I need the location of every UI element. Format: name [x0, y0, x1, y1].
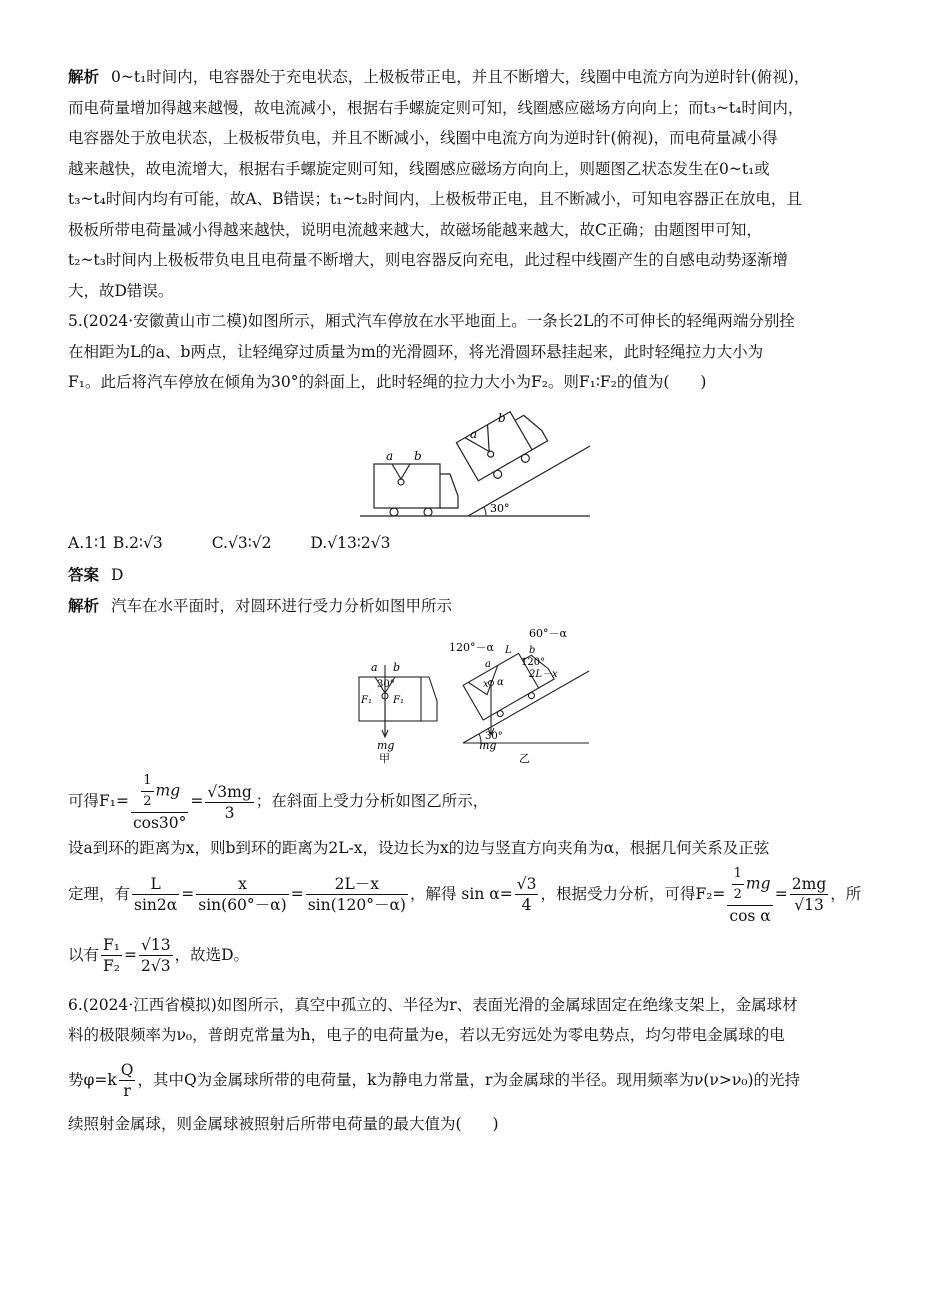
q4-analysis-line: 电容器处于放电状态，上极板带负电，并且不断减小，线圈中电流方向为逆时针(俯视)，而电荷量减小得: [68, 129, 778, 147]
point-a-label: a: [386, 448, 394, 463]
option-d: D.√13∶2√3: [310, 533, 391, 552]
analysis-label: 解析: [68, 596, 100, 615]
q5: [68, 306, 890, 984]
q5-analysis-intro: 解析 汽车在水平面时，对圆环进行受力分析如图甲所示: [68, 596, 453, 615]
jia-caption: 甲: [379, 752, 390, 765]
jia-mg-label: mg: [377, 739, 395, 752]
jia-angle-label: 30°: [377, 679, 395, 690]
truck-figure: [68, 404, 890, 524]
yi-caption: 乙: [519, 752, 530, 765]
yi-120-label: 120°: [521, 657, 546, 668]
yi-x-label: x: [483, 679, 489, 690]
yi-mg-label: mg: [479, 739, 497, 752]
f1-result-fraction: $\frac{√3mg}{3}$: [207, 782, 252, 822]
yi-alpha-label: α: [497, 677, 504, 688]
q4-analysis-line: 而电荷量增加得越来越慢，故电流减小，根据右手螺旋定则可知，线圈感应磁场方向向上；而t₃~t₄时间内，: [68, 98, 804, 117]
option-b: B.2∶√3: [112, 533, 163, 552]
option-a: A.1∶1: [68, 533, 108, 552]
q5-stem-line: 在相距为L的a、b两点，让轻绳穿过质量为m的光滑圆环，将光滑圆环悬挂起来，此时轻绳拉力大小为: [68, 342, 764, 361]
q6-line: 6.(2024·江西省模拟)如图所示，真空中孤立的、半径为r、表面光滑的金属球固定在绝缘支架上，金属球材: [68, 995, 798, 1014]
q5-set-line: 设a到环的距离为x，则b到环的距离为2L-x，设边长为x的边与竖直方向夹角为α，根据几何关系及正弦: [68, 839, 770, 857]
answer-label: 答案: [68, 566, 100, 584]
yi-120a-label: 120°－α: [449, 641, 494, 654]
force-diagram: [353, 625, 603, 765]
q6: [68, 990, 890, 1140]
yi-b-label: b: [529, 645, 536, 656]
point-b-label: b: [414, 448, 422, 463]
yi-len-label: 2L－x: [529, 669, 558, 680]
jia-f1-right: F₁: [393, 695, 404, 706]
jia-f1-left: F₁: [361, 695, 372, 706]
q4-analysis-line: 越来越快，故电流增大，根据右手螺旋定则可知，线圈感应磁场方向向上，则题图乙状态发生在0~t₁或: [68, 159, 770, 178]
force-figure: [68, 625, 890, 765]
jia-b-label: b: [393, 661, 401, 674]
q5-options: [68, 528, 890, 559]
eq-ratio: 以有 $\frac{\text{F₁}}{\text{F₂}}$ = $\frac{√13}{2√3}$ ，故选D。: [68, 936, 250, 975]
q4-analysis-line: t₂~t₃时间内上极板带负电且电荷量不断增大，则电容器反向充电，此过程中线圈产生的自感电动势逐渐增: [68, 251, 788, 269]
f1-fraction: $\frac{1}{2}$ mg cos30°: [132, 773, 187, 832]
answer-value: D: [111, 566, 124, 584]
yi-60a-label: 60°－α: [529, 627, 567, 640]
phi-fraction: $\frac{Q}{r}$: [120, 1061, 134, 1100]
point-a-label: a: [470, 426, 478, 441]
q5-stem-line: F₁。此后将汽车停放在倾角为30°的斜面上，此时轻绳的拉力大小为F₂。则F₁∶F₂的值为( ): [68, 373, 707, 391]
q4-analysis-line: 解析 0~t₁时间内，电容器处于充电状态，上极板带正电，并且不断增大，线圈中电流方向为逆时针(俯视)，: [68, 68, 810, 86]
q5-answer: [68, 560, 890, 591]
eq-f1: 可得F₁= $\frac{1}{2}$ mg cos30° = $\frac{√3mg}{3}$ ；在斜面上受力分析如图乙所示，: [68, 773, 489, 832]
page-content: [68, 62, 890, 1139]
jia-a-label: a: [371, 661, 378, 674]
analysis-label: 解析: [68, 68, 100, 86]
yi-slope-label: 30°: [485, 731, 503, 742]
q4-analysis: [68, 62, 890, 306]
slope-angle-label: 30°: [490, 501, 510, 515]
point-b-label: b: [498, 410, 506, 425]
truck-diagram: [358, 404, 598, 524]
q4-analysis-line: t₃~t₄时间内均有可能，故A、B错误；t₁~t₂时间内，上极板带正电，且不断减小，可知电容器正在放电，且: [68, 190, 802, 208]
eq-sine-law: 定理，有 $\frac{L}{\sin 2\alpha}$ = $\frac{x}{\sin(60^\circ-\alpha)}$ = $\frac{2L-x}{\sin(120^\circ-\alpha)}$ ，解得 sin α= $\frac{√3}{4}$ ，根据受力分析，可得F₂= $\frac{1}{2}$ mg cos α = $\frac{2mg}{√13}$ ，所: [68, 865, 862, 925]
q6-phi-line: 势φ=k $\frac{Q}{r}$ ，其中Q为金属球所带的电荷量，k为静电力常量，r为金属球的半径。现用频率为ν(ν>ν₀)的光持: [68, 1061, 801, 1100]
q4-analysis-line: 大，故D错误。: [68, 281, 174, 300]
q4-analysis-line: 极板所带电荷量减小得越来越快，说明电流越来越大，故磁场能越来越大，故C正确；由题图甲可知，: [68, 220, 762, 239]
q6-line: 续照射金属球，则金属球被照射后所带电荷量的最大值为( ): [68, 1114, 499, 1133]
q6-line: 料的极限频率为ν₀，普朗克常量为h，电子的电荷量为e，若以无穷远处为零电势点，均匀带电金属球的电: [68, 1026, 785, 1044]
q5-stem-line: 5.(2024·安徽黄山市二模)如图所示，厢式汽车停放在水平地面上。一条长2L的不可伸长的轻绳两端分别拴: [68, 312, 795, 330]
option-c: C.√3∶√2: [211, 533, 272, 552]
yi-a-label: a: [485, 659, 491, 670]
yi-L-label: L: [505, 645, 512, 656]
